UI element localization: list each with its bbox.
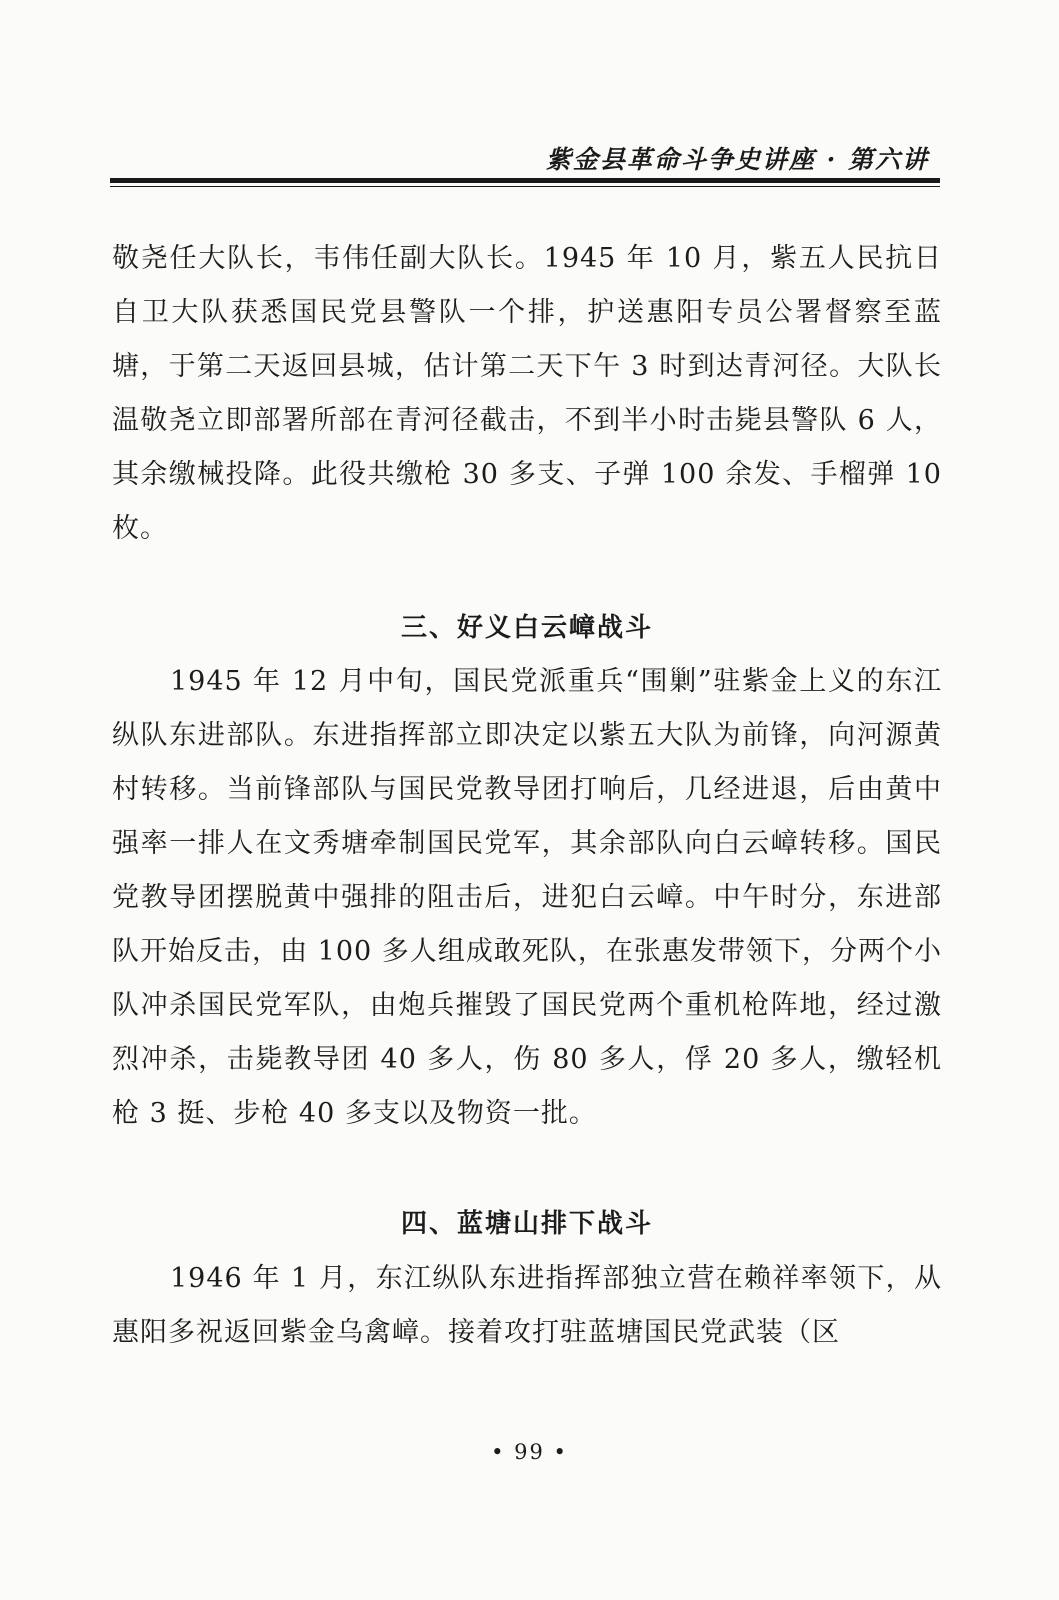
section-heading-4: 四、蓝塘山排下战斗 xyxy=(400,1209,653,1239)
paragraph-section-4: 1946 年 1 月，东江纵队东进指挥部独立营在赖祥率领下，从惠阳多祝返回紫金乌禽嶂。接着攻打驻蓝塘国民党武装（区 xyxy=(112,1263,942,1348)
header-rule-thick xyxy=(110,178,940,183)
paragraph-continued: 敬尧任大队长，韦伟任副大队长。1945 年 10 月，紫五人民抗日自卫大队获悉国民党县警队一个排，护送惠阳专员公署督察至蓝塘，于第二天返回县城，估计第二天下午 3 时到达青河径。大队长温敬尧立即部署所部在青河径截击，不到半小时击毙县警队 6 人，其余缴械投降。此役共缴枪 30 多支、子弹 100 余发、手榴弹 10 枚。 xyxy=(112,243,942,544)
section-heading-3: 三、好义白云嶂战斗 xyxy=(400,613,653,643)
header-rule-thin xyxy=(110,186,940,187)
body-text xyxy=(112,232,942,1360)
paragraph-section-3: 1945 年 12 月中旬，国民党派重兵“围剿”驻紫金上义的东江纵队东进部队。东进指挥部立即决定以紫五大队为前锋，向河源黄村转移。当前锋部队与国民党教导团打响后，几经进退，后由黄中强率一排人在文秀塘牵制国民党军，其余部队向白云嶂转移。国民党教导团摆脱黄中强排的阻击后，进犯白云嶂。中午时分，东进部队开始反击，由 100 多人组成敢死队，在张惠发带领下，分两个小队冲杀国民党军队，由炮兵摧毁了国民党两个重机枪阵地，经过激烈冲杀，击毙教导团 40 多人，伤 80 多人，俘 20 多人，缴轻机枪 3 挺、步枪 40 多支以及物资一批。 xyxy=(112,666,942,1129)
page-number: • 99 • xyxy=(491,1440,568,1464)
running-header: 紫金县革命斗争史讲座 · 第六讲 xyxy=(545,145,929,174)
